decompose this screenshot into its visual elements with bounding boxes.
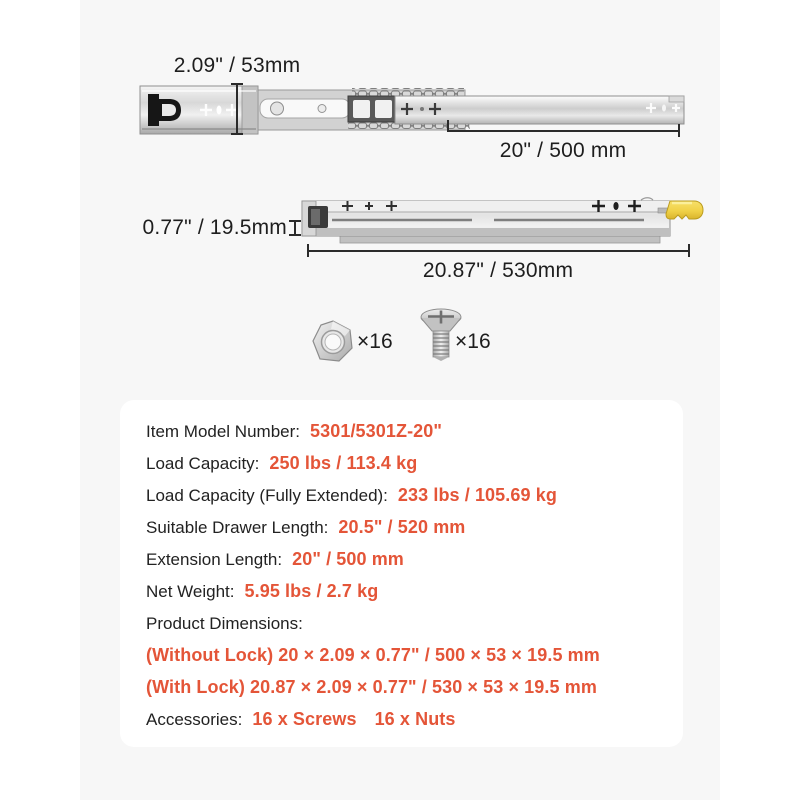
spec-row-model (146, 422, 663, 441)
spec-row-accessories (146, 710, 663, 729)
roller-detail (271, 102, 284, 115)
screw-count: ×16 (455, 330, 491, 353)
spec-value: 20.5" / 520 mm (338, 517, 466, 537)
release-slot-inner (311, 209, 320, 225)
screw-shaft (433, 331, 449, 357)
ball-retainer-top (352, 88, 464, 96)
etch-detail (641, 198, 653, 200)
spec-value-nuts: 16 x Nuts (374, 709, 456, 729)
spec-label: Item Model Number: (146, 422, 300, 441)
nut-hole (325, 334, 341, 350)
extension-dim-line (447, 130, 680, 132)
spec-row-dimensions-header (146, 614, 663, 633)
spec-value: (With Lock) 20.87 × 2.09 × 0.77" / 530 × 53 × 19.5 mm (146, 677, 597, 697)
spec-value: 233 lbs / 105.69 kg (397, 485, 557, 505)
spec-value: 5.95 lbs / 2.7 kg (244, 581, 379, 601)
extension-dimension-label: 20" / 500 mm (499, 139, 627, 162)
inner-member-notch (669, 96, 684, 102)
thickness-dimension-label: 0.77" / 19.5mm (142, 216, 287, 239)
outer-member-end-cap (242, 86, 258, 134)
length-dim-cap-left (307, 244, 309, 257)
height-dim-line (236, 84, 238, 134)
length-dim-line (307, 250, 690, 252)
locked-slide-graphic (298, 192, 708, 250)
thickness-marker-line (294, 221, 296, 235)
spec-row-net-weight (146, 582, 663, 601)
spec-row-drawer-length (146, 518, 663, 537)
spec-row-extension-length (146, 550, 663, 569)
length-dim-cap-right (688, 244, 690, 257)
rivet-dot (420, 107, 424, 111)
spec-value-screws: 16 x Screws (252, 709, 357, 729)
spec-row-dimensions-with-lock (146, 678, 663, 697)
oval-hole (217, 106, 222, 115)
spec-label: Accessories: (146, 710, 243, 729)
slide-bottom-edge (302, 228, 670, 236)
spec-label: Load Capacity (Fully Extended): (146, 486, 388, 505)
spec-label: Extension Length: (146, 550, 283, 569)
height-dimension-label: 2.09" / 53mm (173, 54, 301, 77)
length-dimension-label: 20.87" / 530mm (422, 259, 574, 282)
extension-dim-cap-right (678, 124, 680, 137)
nut-count: ×16 (357, 330, 393, 353)
spec-card (120, 400, 683, 747)
height-dim-cap-top (231, 83, 243, 85)
spec-row-dimensions-without-lock (146, 646, 663, 665)
spec-value: 250 lbs / 113.4 kg (269, 453, 418, 473)
spec-label: Suitable Drawer Length: (146, 518, 329, 537)
oval-hole-dark (613, 202, 618, 210)
oval-hole (662, 105, 666, 112)
front-bracket-hole (162, 104, 176, 116)
extension-dim-cap-left (447, 120, 449, 132)
spec-value: (Without Lock) 20 × 2.09 × 0.77" / 500 × 53 × 19.5 mm (146, 645, 600, 665)
latch-window (353, 100, 370, 118)
spec-value: 5301/5301Z-20" (310, 421, 443, 441)
hex-nut-icon (309, 318, 357, 366)
screw-tip (433, 357, 449, 361)
spec-value: 20" / 500 mm (292, 549, 404, 569)
latch-window (375, 100, 392, 118)
height-dim-cap-bottom (231, 133, 243, 135)
spec-label: Product Dimensions: (146, 614, 303, 633)
spec-label: Net Weight: (146, 582, 235, 601)
spec-row-load-capacity-extended (146, 486, 663, 505)
roller-detail-small (318, 105, 326, 113)
spec-row-load-capacity (146, 454, 663, 473)
spec-label: Load Capacity: (146, 454, 260, 473)
